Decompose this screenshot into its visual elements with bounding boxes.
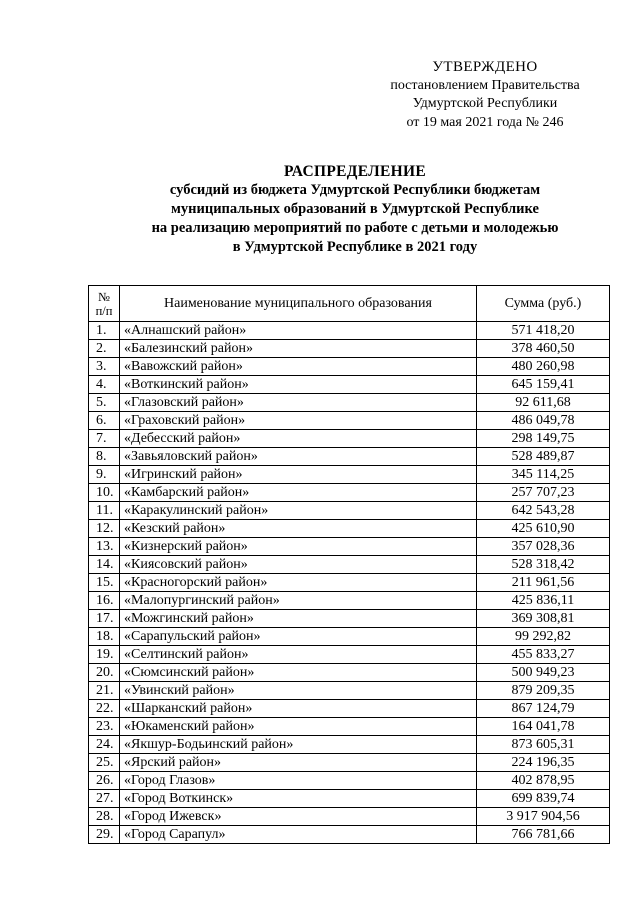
table-row: [89, 646, 610, 664]
table-row: [89, 664, 610, 682]
row-number: 5.: [89, 394, 120, 412]
municipality-name: «Граховский район»: [120, 412, 477, 430]
row-number: 10.: [89, 484, 120, 502]
municipality-name: «Камбарский район»: [120, 484, 477, 502]
subsidy-amount: 455 833,27: [477, 646, 610, 664]
document-subtitle-line: в Удмуртской Республике в 2021 году: [232, 239, 478, 255]
row-number: 6.: [89, 412, 120, 430]
municipality-name: «Кизнерский район»: [120, 538, 477, 556]
row-number: 3.: [89, 358, 120, 376]
subsidy-amount: 164 041,78: [477, 718, 610, 736]
subsidy-amount: 867 124,79: [477, 700, 610, 718]
subsidy-amount: 298 149,75: [477, 430, 610, 448]
subsidy-amount: 642 543,28: [477, 502, 610, 520]
subsidy-amount: 425 610,90: [477, 520, 610, 538]
subsidy-amount: 92 611,68: [477, 394, 610, 412]
municipality-name: «Город Ижевск»: [120, 808, 477, 826]
municipality-name: «Глазовский район»: [120, 394, 477, 412]
subsidy-amount: 378 460,50: [477, 340, 610, 358]
table-row: [89, 718, 610, 736]
municipality-name: «Дебесский район»: [120, 430, 477, 448]
row-number: 17.: [89, 610, 120, 628]
table-row: [89, 628, 610, 646]
row-number: 25.: [89, 754, 120, 772]
municipality-name: «Игринский район»: [120, 466, 477, 484]
approval-heading: УТВЕРЖДЕНО: [432, 59, 538, 75]
table-row: [89, 808, 610, 826]
subsidy-amount: 571 418,20: [477, 322, 610, 340]
subsidy-amount: 766 781,66: [477, 826, 610, 844]
municipality-name: «Малопургинский район»: [120, 592, 477, 610]
table-row: [89, 484, 610, 502]
table-row: [89, 376, 610, 394]
column-header-number-sign: №: [98, 289, 110, 304]
municipality-name: «Алнашский район»: [120, 322, 477, 340]
row-number: 11.: [89, 502, 120, 520]
table-row: [89, 322, 610, 340]
municipality-name: «Вавожский район»: [120, 358, 477, 376]
document-subtitle-line: муниципальных образований в Удмуртской Республике: [171, 201, 539, 217]
subsidy-amount: 879 209,35: [477, 682, 610, 700]
row-number: 16.: [89, 592, 120, 610]
table-row: [89, 502, 610, 520]
row-number: 7.: [89, 430, 120, 448]
table-row: [89, 538, 610, 556]
table-row: [89, 394, 610, 412]
subsidy-amount: 345 114,25: [477, 466, 610, 484]
municipality-name: «Можгинский район»: [120, 610, 477, 628]
subsidy-amount: 369 308,81: [477, 610, 610, 628]
row-number: 20.: [89, 664, 120, 682]
municipality-name: «Якшур-Бодьинский район»: [120, 736, 477, 754]
subsidy-amount: 486 049,78: [477, 412, 610, 430]
row-number: 8.: [89, 448, 120, 466]
table-row: [89, 610, 610, 628]
table-row: [89, 466, 610, 484]
document-subtitle-line: субсидий из бюджета Удмуртской Республики бюджетам: [169, 182, 541, 198]
municipality-name: «Шарканский район»: [120, 700, 477, 718]
municipality-name: «Город Воткинск»: [120, 790, 477, 808]
approval-line: постановлением Правительства: [390, 77, 580, 93]
subsidy-amount: 528 318,42: [477, 556, 610, 574]
row-number: 22.: [89, 700, 120, 718]
subsidy-amount: 99 292,82: [477, 628, 610, 646]
table-row: [89, 826, 610, 844]
subsidy-amount: 224 196,35: [477, 754, 610, 772]
row-number: 23.: [89, 718, 120, 736]
municipality-name: «Каракулинский район»: [120, 502, 477, 520]
table-row: [89, 556, 610, 574]
subsidy-amount: 211 961,56: [477, 574, 610, 592]
row-number: 9.: [89, 466, 120, 484]
subsidy-amount: 3 917 904,56: [477, 808, 610, 826]
row-number: 4.: [89, 376, 120, 394]
table-row: [89, 520, 610, 538]
municipality-name: «Город Сарапул»: [120, 826, 477, 844]
row-number: 18.: [89, 628, 120, 646]
column-header-number-label: п/п: [95, 303, 113, 318]
table-row: [89, 736, 610, 754]
municipality-name: «Киясовский район»: [120, 556, 477, 574]
table-row: [89, 358, 610, 376]
row-number: 12.: [89, 520, 120, 538]
municipality-name: «Сарапульский район»: [120, 628, 477, 646]
table-header-row: [89, 286, 610, 322]
municipality-name: «Селтинский район»: [120, 646, 477, 664]
table-row: [89, 574, 610, 592]
subsidy-amount: 699 839,74: [477, 790, 610, 808]
municipality-name: «Город Глазов»: [120, 772, 477, 790]
subsidy-amount: 257 707,23: [477, 484, 610, 502]
subsidy-amount: 402 878,95: [477, 772, 610, 790]
municipality-name: «Воткинский район»: [120, 376, 477, 394]
row-number: 24.: [89, 736, 120, 754]
table-row: [89, 772, 610, 790]
document-subtitle-line: на реализацию мероприятий по работе с детьми и молодежью: [151, 220, 559, 236]
subsidy-amount: 425 836,11: [477, 592, 610, 610]
municipality-name: «Сюмсинский район»: [120, 664, 477, 682]
table-row: [89, 412, 610, 430]
subsidy-amount: 645 159,41: [477, 376, 610, 394]
table-row: [89, 592, 610, 610]
row-number: 21.: [89, 682, 120, 700]
row-number: 26.: [89, 772, 120, 790]
row-number: 19.: [89, 646, 120, 664]
table-row: [89, 754, 610, 772]
table-row: [89, 682, 610, 700]
distribution-table: [88, 285, 610, 844]
municipality-name: «Кезский район»: [120, 520, 477, 538]
subsidy-amount: 480 260,98: [477, 358, 610, 376]
municipality-name: «Ярский район»: [120, 754, 477, 772]
column-header-number: [89, 286, 120, 322]
row-number: 15.: [89, 574, 120, 592]
row-number: 1.: [89, 322, 120, 340]
row-number: 2.: [89, 340, 120, 358]
table-row: [89, 430, 610, 448]
table-row: [89, 448, 610, 466]
row-number: 13.: [89, 538, 120, 556]
municipality-name: «Балезинский район»: [120, 340, 477, 358]
municipality-name: «Завьяловский район»: [120, 448, 477, 466]
table-row: [89, 340, 610, 358]
approval-date: от 19 мая 2021 года № 246: [406, 114, 564, 130]
document-title: РАСПРЕДЕЛЕНИЕ: [284, 163, 426, 180]
municipality-name: «Юкаменский район»: [120, 718, 477, 736]
subsidy-amount: 873 605,31: [477, 736, 610, 754]
row-number: 29.: [89, 826, 120, 844]
row-number: 27.: [89, 790, 120, 808]
municipality-name: «Красногорский район»: [120, 574, 477, 592]
table-row: [89, 790, 610, 808]
row-number: 14.: [89, 556, 120, 574]
document-heading: [50, 162, 640, 257]
municipality-name: «Увинский район»: [120, 682, 477, 700]
column-header-name: Наименование муниципального образования: [120, 286, 477, 322]
subsidy-amount: 500 949,23: [477, 664, 610, 682]
subsidy-amount: 357 028,36: [477, 538, 610, 556]
approval-line: Удмуртской Республики: [412, 96, 558, 111]
row-number: 28.: [89, 808, 120, 826]
approval-stamp: [360, 58, 610, 132]
column-header-sum: Сумма (руб.): [477, 286, 610, 322]
table-row: [89, 700, 610, 718]
subsidy-amount: 528 489,87: [477, 448, 610, 466]
